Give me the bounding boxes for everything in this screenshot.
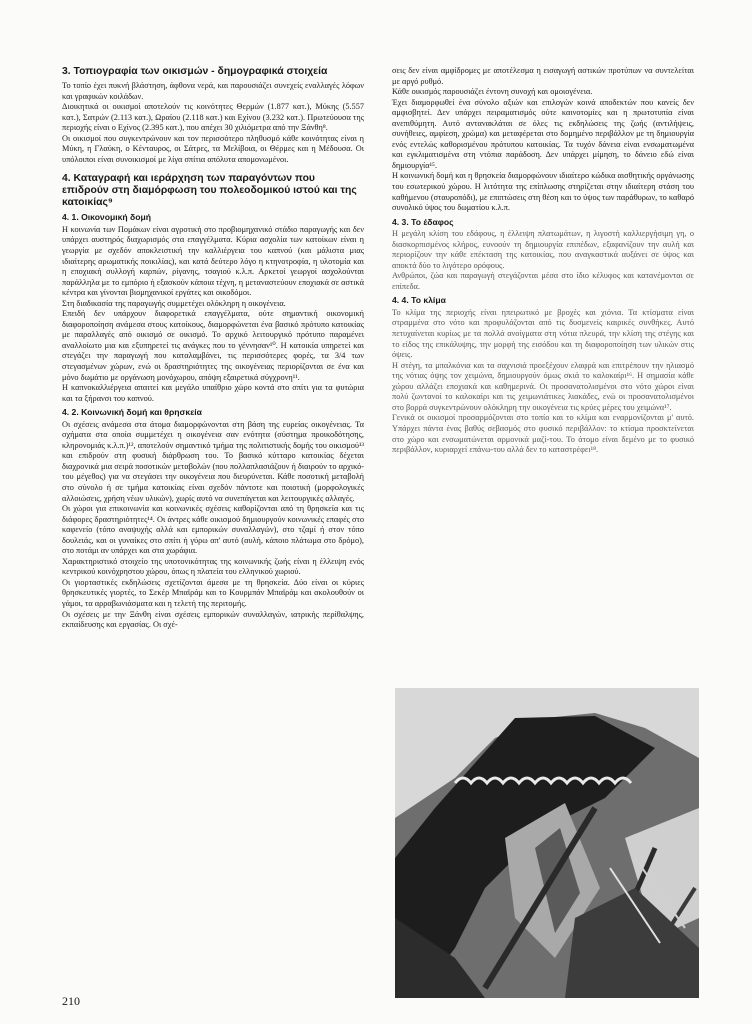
paragraph: Οι οικισμοί που συγκεντρώνουν και τον περισσότερο πληθυσμό κάθε κοινότητας είναι η Μύκη, η Γλαύκη, ο Κένταυρος, οι Σάτρες, τα Μελίβοια, οι Θέρμες και η Μέδουσα. Οι υπόλοιποι είναι συνοικισμοί με λίγα σπίτια απόλυτα απομονωμένοι. <box>62 133 364 164</box>
section-4-heading: 4. Καταγραφή και ιεράρχηση των παραγόντων που επιδρούν στη διαμόρφωση του πολεοδομικού ιστού και της κατοικίας⁹ <box>62 173 357 209</box>
paragraph: Χαρακτηριστικό στοιχείο της υποτονικότητας της κοινωνικής ζωής είναι η έλλειψη ενός κεντρικού κοινόχρηστου χώρου, όπως η πλατεία του ελληνικού χωριού. <box>62 556 364 577</box>
photo-timber-house-eaves-icon <box>395 688 699 998</box>
paragraph: Το κλίμα της περιοχής είναι ηπειρωτικό με βροχές και χιόνια. Τα κτίσματα είναι στραμμένα στο νότο και προφυλάζονται από τις δυσμενείς καιρικές συνθήκες. Αυτό πετυχαίνεται κυρίως με τα πολλά ανοίγματα στη νότια πλευρά, την κλίση της στέγης και το είδος της επικάλυψης, την μορφή της εισόδου και τη διαφοροποίηση των υλικών στις όψεις. <box>392 307 694 360</box>
paragraph: Η στέγη, τα μπαλκόνια και τα σαχνισιά προεξέχουν ελαφρά και επιτρέπουν την ηλιασμό της νότιας όψης τον χειμώνα, δημιουργούν όμως σκιά το καλοκαίρι¹⁶. Η σημασία κάθε χώρου αλλάζει εποχιακά και καθημερινά. Οι προσανατολισμένοι στο νότο χώροι είναι πολύ ζωντανοί το καλοκαίρι και τις χειμωνιάτικες λιακάδες, ενώ οι προσανατολισμένοι στο βορρά συγκεντρώνουν ολόκληρη την οικογένεια τις κρύες μέρες του χειμώνα¹⁷. <box>392 360 694 412</box>
paragraph: Έχει διαμορφωθεί ένα σύνολο αξιών και επιλογών κοινά αποδεκτών που κανείς δεν αμφισβητεί. Δεν υπάρχει πειραματισμός ούτε καινοτομίες και η πρωτοτυπία είναι ανεπιθύμητη. Αυτό αντανακλάται σε όλες τις εκδηλώσεις της ζωής (αντιλήψεις, συνήθειες, αμφίεση, χρώμα) και μεταφέρεται στο δομημένο περιβάλλον με τη δημιουργία ενός εντελώς καθορισμένου πρότυπου κατοικίας. Τα τυχόν δάνεια είναι ενσωματωμένα και εγκλιματισμένα στη ντόπια παράδοση. Δεν υπάρχει μίμηση, το δάνειο εδώ είναι δημιουργία¹⁵. <box>392 97 694 170</box>
section-3-heading: 3. Τοπιογραφία των οικισμών - δημογραφικά στοιχεία <box>62 66 328 77</box>
paragraph: Γενικά οι οικισμοί προσαρμόζονται στο τοπίο και το κλίμα και εναρμονίζονται μ' αυτό. Υπάρχει πάντα ένας βαθύς σεβασμός στο φυσικό περιβάλλον: το κτίσμα προσκτείνεται στο χώρο και ενσωματώνεται αρμονικά μαζί-του. Το άτομο είναι δεμένο με το φυσικό περιβάλλον, κυριαρχεί επάνω-του αλλά δεν το καταστρέφει¹⁸. <box>392 413 694 455</box>
subsection-4-1-heading: 4. 1. Οικονομική δομή <box>62 212 152 223</box>
paragraph: Οι γιορταστικές εκδηλώσεις σχετίζονται άμεσα με τη θρησκεία. Δύο είναι οι κύριες θρησκευτικές γιορτές, το Σεκέρ Μπαϊράμ και το Κουρμπάν Μπαϊράμ και ακολουθούν οι γάμοι, τα αρραβωνιάσματα και η τελετή της περιτομής. <box>62 577 364 608</box>
paragraph: σεις δεν είναι αμφίδρομες με αποτέλεσμα η εισαγωγή αστικών προτύπων να συντελείται με αργό ρυθμό. <box>392 66 694 86</box>
paragraph: Στη διαδικασία της παραγωγής συμμετέχει ολόκληρη η οικογένεια. <box>62 298 286 308</box>
paragraph: Η κοινωνία των Πομάκων είναι αγροτική στο προβιομηχανικό στάδιο παραγωγής και δεν υπάρχει αυστηρός διαχωρισμός στα επαγγέλματα. Κύρια ασχολία των κατοίκων είναι η γεωργία με σχεδόν αποκλειστική την καλλιέργεια του καπνού (και μάλιστα μιας ιδιαίτερης αρωματικής ποικιλίας), και κατά δεύτερο λόγο η κτηνοτροφία, η υλοτομία και η εποχιακή συλλογή καρπών, ρίγανης, τσαγιού κ.λ.π. Αρκετοί γεωργοί ασχολούνται παράλληλα με το εμπόριο ή εξασκούν κάποια τέχνη, η μεταναστεύουν εποχιακά σε αστικά κέντρα και γίνονται βιομηχανικοί εργάτες και οικοδόμοι. <box>62 224 364 298</box>
paragraph: Η καπνοκαλλιέργεια απαιτεί και μεγάλο υπαίθριο χώρο κοντά στο σπίτι για τα φυτώρια και τα ξήρανσι του καπνού. <box>62 383 364 403</box>
paragraph: Οι σχέσεις με την Ξάνθη είναι σχέσεις εμπορικών συναλλαγών, ιατρικής περίθαλψης, εκπαίδευσης και εργασίας. Οι σχέ- <box>62 609 364 630</box>
paragraph: Ανθρώποι, ζώα και παραγωγή στεγάζονται μέσα στο ίδιο κέλυφος και κατανέμονται σε επίπεδα. <box>392 271 694 291</box>
photo-drawing <box>395 688 699 998</box>
left-column <box>62 66 364 631</box>
subsection-4-4-heading: 4. 4. Το κλίμα <box>392 295 446 306</box>
paragraph: Διοικητικά οι οικισμοί αποτελούν τις κοινότητες Θερμών (1.877 κατ.), Μύκης (5.557 κατ.), Σατρών (2.113 κατ.), Ωραίου (2.118 κατ.) και Εχίνου (3.232 κατ.). Πρωτεύουσα της περιοχής είναι ο Εχίνος (2.395 κατ.), που απέχει 30 χιλιόμετρα από την Ξάνθη⁸. <box>62 102 364 133</box>
paragraph: Η κοινωνική δομή και η θρησκεία διαμορφώνουν ιδιαίτερο κώδικα αισθητικής οργάνωσης του εσωτερικού χώρου. Η λιτότητα της επίπλωσης στηρίζεται στην ιδιαίτερη στάση του καθήμενου (σταυροπόδι), με επιπτώσεις στη θέση και το ύψος των παράθυρων, το καθαρό συνολικό ύψος του δωματίου κ.λ.π. <box>392 171 694 213</box>
page-number: 210 <box>62 994 80 1008</box>
paragraph: Επειδή δεν υπάρχουν διαφορετικά επαγγέλματα, ούτε σημαντική οικονομική διαφοροποίηση ανάμεσα στους κατοίκους, διαμορφώνεται ένα βασικό πρότυπο κατοικίας με παραλλαγές από οικισμό σε οικισμό. Το αρχικό λειτουργικό πρότυπο παραμένει αναλλοίωτο μια και εξυπηρετεί τις ανάγκες που το γέννησαν¹⁰. Η κατοικία υπηρετεί και στεγάζει την παραγωγή που καταλαμβάνει, τις περισσότερες φορές, τα 3/4 των στεγασμένων χώρων, ενώ οι δραστηριότητες της οικογένειας περιορίζονται σε ένα και μόνο δωμάτιο με οργάνωση μονόχωρου, απόψη εξαιρετικά σύγχρονη¹¹. <box>62 309 364 382</box>
right-column <box>392 66 694 456</box>
paragraph: Κάθε οικισμός παρουσιάζει έντονη συνοχή και ομοιογένεια. <box>392 87 593 97</box>
paragraph: Το τοπίο έχει πυκνή βλάστηση, άφθονα νερά, και παρουσιάζει συνεχείς εναλλαγές λόφων και γραφικών κοιλάδων. <box>62 81 364 101</box>
subsection-4-2-heading: 4. 2. Κοινωνική δομή και θρησκεία <box>62 407 202 418</box>
paragraph: Οι σχέσεις ανάμεσα στα άτομα διαμορφώνονται στη βάση της ευρείας οικογένειας. Τα σχήματα στα οποία συμμετέχει η οικογένεια σαν ενότητα (σύστημα προικοδότησης, κληρονομιάς κ.λ.π.)¹², αποτελούν σημαντικό τμήμα της πολιτιστικής δομής του οικισμού¹³ και επιδρούν στη φυσική διάρθρωση του. Το βασικό κύτταρο κατοικίας δέχεται διαχρονικά μια σειρά ποσοτικών μεταβολών (που πολλαπλασιάζουν ή διαιρούν το αρχικό-του μέγεθος) για να στεγάσει την οικογένεια που διευρύνεται. Κάθε ποσοτική μεταβολή στο σύνολο ή σε τμήμα κατοικίας είναι σχεδόν πάντοτε και ποιοτική (μορφολογικές αλλοιώσεις, χρήση νέων υλικών), χωρίς αυτό να συνεπάγεται και λειτουργικές αλλαγές. <box>62 419 364 503</box>
paragraph: Οι χώροι για επικοινωνία και κοινωνικές σχέσεις καθορίζονται από τη θρησκεία και τις διάφορες δραστηριότητες¹⁴. Οι άντρες κάθε οικισμού δημιουργούν κοινωνικές επαφές στο καφενείο (τόπο αναψυχής αλλά και εμπορικών συναλλαγών), στο τζαμί ή στον τόπο δουλειάς, και οι γυναίκες στο σπίτι ή γύρω απ' αυτό (αυλή, κάποιο πλάτωμα στο δρόμο), στο ποτάμι αν υπάρχει και στα χωράφια. <box>62 504 364 556</box>
subsection-4-3-heading: 4. 3. Το έδαφος <box>392 216 454 227</box>
paragraph: Η μεγάλη κλίση του εδάφους, η έλλειψη πλατωμάτων, η λιγοστή καλλιεργήσιμη γη, ο διασκορπισμένος κλήρος, ευνοούν τη δημιουργία επιπέδων, εξαφανίζουν την αυλή και περιορίζουν την κάθε επέκταση της κατοικίας, που αναγκαστικά αυξάνει σε ύψος και αποκτά δύο το λιγότερο ορόφους. <box>392 229 694 270</box>
